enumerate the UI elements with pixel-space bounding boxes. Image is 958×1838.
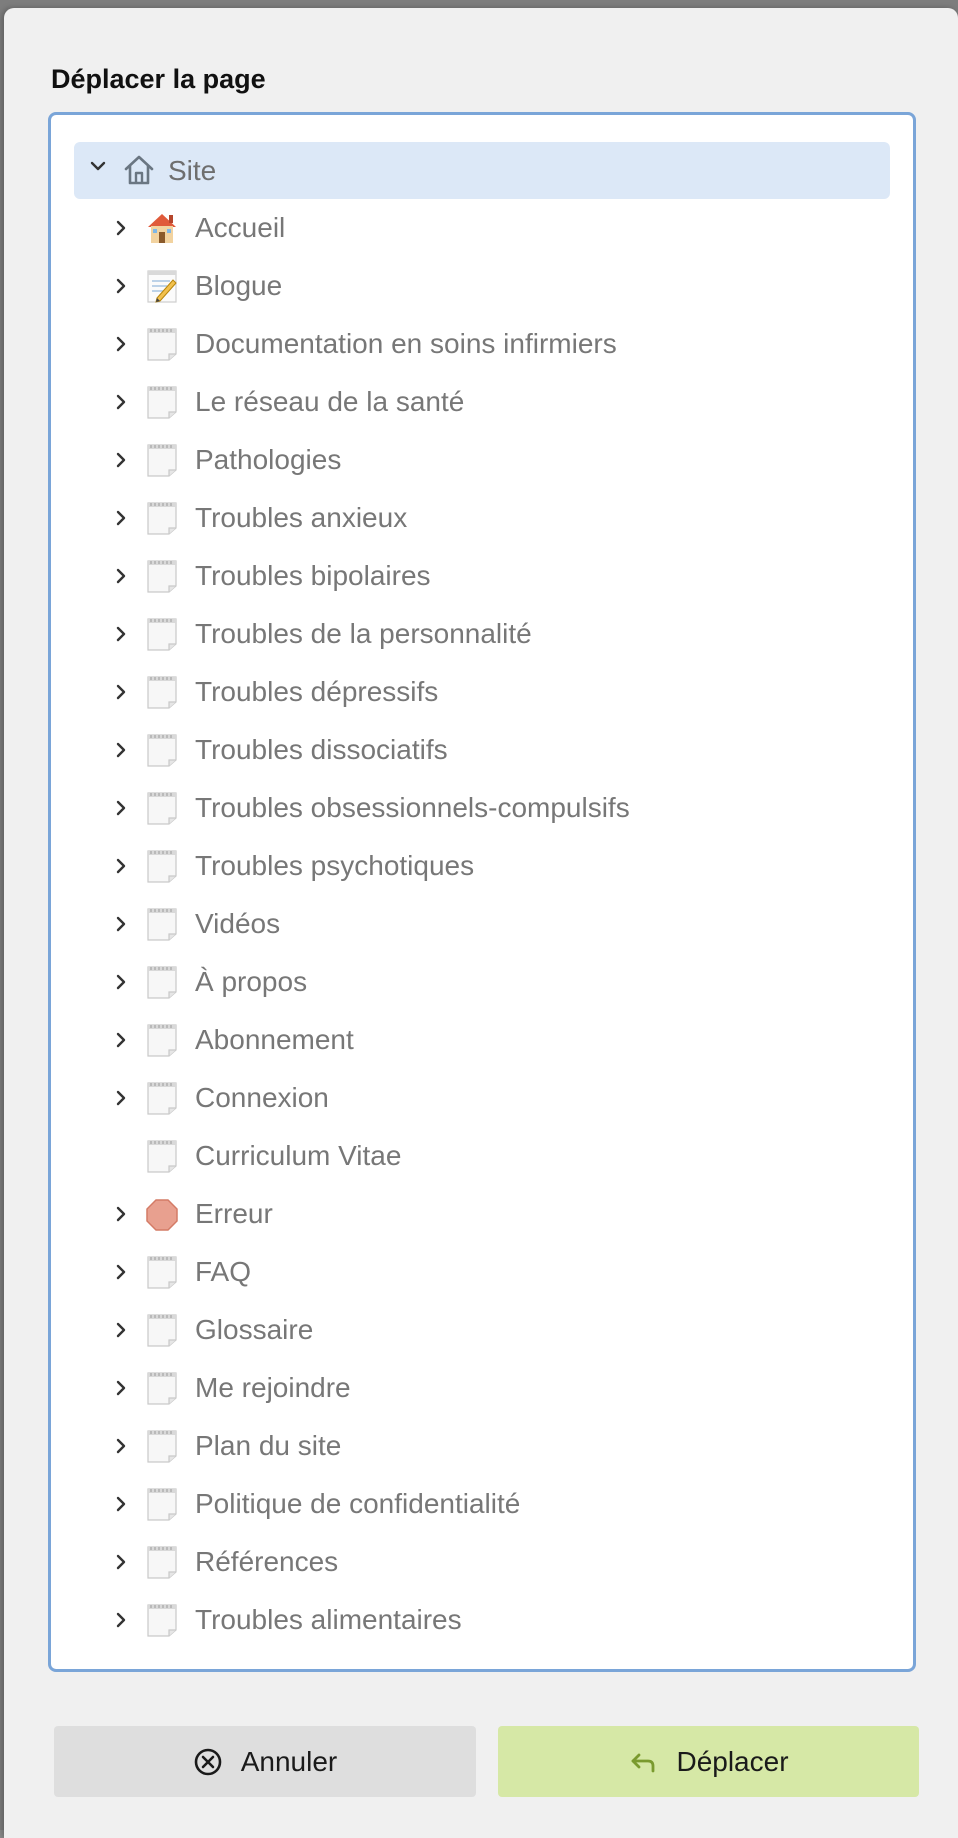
page-icon bbox=[145, 732, 179, 768]
page-icon bbox=[145, 1370, 179, 1406]
chevron-down-icon[interactable] bbox=[88, 156, 108, 176]
tree-item-label: Documentation en soins infirmiers bbox=[195, 328, 617, 359]
page-icon bbox=[145, 616, 179, 652]
page-icon bbox=[145, 558, 179, 594]
chevron-right-icon[interactable] bbox=[113, 508, 129, 528]
tree-item-label: Connexion bbox=[195, 1082, 329, 1113]
dialog-title: Déplacer la page bbox=[51, 64, 266, 94]
tree-item[interactable] bbox=[51, 489, 913, 547]
tree-item-label: Références bbox=[195, 1546, 339, 1577]
chevron-right-icon[interactable] bbox=[113, 856, 129, 876]
tree-item[interactable] bbox=[51, 837, 913, 895]
tree-item-label: Pathologies bbox=[195, 444, 342, 475]
chevron-right-icon[interactable] bbox=[113, 1378, 129, 1398]
chevron-right-icon[interactable] bbox=[113, 682, 129, 702]
page-icon bbox=[145, 500, 179, 536]
chevron-right-icon[interactable] bbox=[113, 1262, 129, 1282]
tree-children bbox=[51, 199, 913, 1649]
chevron-right-icon[interactable] bbox=[113, 1030, 129, 1050]
chevron-right-icon[interactable] bbox=[113, 1494, 129, 1514]
tree-item[interactable] bbox=[51, 1533, 913, 1591]
move-page-dialog bbox=[4, 8, 958, 1838]
tree-root-label: Site bbox=[168, 155, 217, 186]
tree-item-label: Abonnement bbox=[195, 1024, 354, 1055]
page-icon bbox=[145, 848, 179, 884]
tree-item[interactable] bbox=[51, 1475, 913, 1533]
page-icon bbox=[145, 1544, 179, 1580]
page-icon bbox=[145, 384, 179, 420]
tree-item[interactable] bbox=[51, 315, 913, 373]
tree-item-label: Troubles de la personnalité bbox=[195, 618, 532, 649]
chevron-right-icon[interactable] bbox=[113, 566, 129, 586]
page-icon bbox=[145, 1138, 179, 1174]
chevron-right-icon[interactable] bbox=[113, 914, 129, 934]
cancel-circle-icon bbox=[193, 1747, 223, 1777]
tree-item-label: Le réseau de la santé bbox=[195, 386, 465, 417]
chevron-right-icon[interactable] bbox=[113, 392, 129, 412]
tree-item-label: Erreur bbox=[195, 1198, 273, 1229]
tree-item[interactable] bbox=[51, 431, 913, 489]
chevron-right-icon[interactable] bbox=[113, 624, 129, 644]
chevron-right-icon[interactable] bbox=[113, 972, 129, 992]
page-icon bbox=[145, 442, 179, 478]
tree-item[interactable] bbox=[51, 1127, 913, 1185]
chevron-right-icon[interactable] bbox=[113, 1436, 129, 1456]
tree-item[interactable] bbox=[51, 1359, 913, 1417]
tree-item-label: Curriculum Vitae bbox=[195, 1140, 402, 1171]
tree-item-label: Blogue bbox=[195, 270, 283, 301]
cancel-button[interactable] bbox=[54, 1726, 476, 1797]
tree-item[interactable] bbox=[51, 1185, 913, 1243]
chevron-right-icon[interactable] bbox=[113, 450, 129, 470]
tree-item[interactable] bbox=[51, 663, 913, 721]
tree-item-label: Vidéos bbox=[195, 908, 281, 939]
chevron-right-icon[interactable] bbox=[113, 1088, 129, 1108]
page-icon bbox=[145, 1602, 179, 1638]
tree-item[interactable] bbox=[51, 605, 913, 663]
tree-item[interactable] bbox=[51, 1301, 913, 1359]
stop-sign-icon bbox=[145, 1196, 179, 1232]
chevron-right-icon[interactable] bbox=[113, 740, 129, 760]
tree-item[interactable] bbox=[51, 953, 913, 1011]
tree-item-label: Troubles psychotiques bbox=[195, 850, 475, 881]
page-icon bbox=[145, 1428, 179, 1464]
chevron-right-icon[interactable] bbox=[113, 1610, 129, 1630]
page-icon bbox=[145, 1080, 179, 1116]
tree-item-label: À propos bbox=[195, 966, 308, 997]
page-icon bbox=[145, 326, 179, 362]
page-icon bbox=[145, 1022, 179, 1058]
home-outline-icon bbox=[122, 153, 156, 187]
page-icon bbox=[145, 1254, 179, 1290]
chevron-right-icon[interactable] bbox=[113, 1320, 129, 1340]
tree-item[interactable] bbox=[51, 1011, 913, 1069]
chevron-right-icon[interactable] bbox=[113, 798, 129, 818]
tree-item[interactable] bbox=[51, 1069, 913, 1127]
tree-item[interactable] bbox=[51, 895, 913, 953]
tree-item-label: Troubles alimentaires bbox=[195, 1604, 462, 1635]
tree-item-label: Troubles bipolaires bbox=[195, 560, 431, 591]
tree-item-label: Troubles obsessionnels-compulsifs bbox=[195, 792, 630, 823]
page-tree bbox=[48, 112, 916, 1672]
tree-item[interactable] bbox=[51, 1243, 913, 1301]
page-icon bbox=[145, 906, 179, 942]
tree-item-label: FAQ bbox=[195, 1256, 252, 1287]
move-button-label: Déplacer bbox=[676, 1745, 789, 1777]
tree-item-label: Glossaire bbox=[195, 1314, 314, 1345]
house-emoji-icon bbox=[145, 210, 179, 246]
chevron-right-icon[interactable] bbox=[113, 1552, 129, 1572]
tree-item[interactable] bbox=[51, 373, 913, 431]
tree-item-label: Me rejoindre bbox=[195, 1372, 351, 1403]
tree-item[interactable] bbox=[51, 1417, 913, 1475]
tree-item-label: Troubles anxieux bbox=[195, 502, 408, 533]
page-icon bbox=[145, 1312, 179, 1348]
tree-item[interactable] bbox=[51, 547, 913, 605]
tree-item-label: Plan du site bbox=[195, 1430, 342, 1461]
chevron-right-icon[interactable] bbox=[113, 1204, 129, 1224]
move-button[interactable] bbox=[498, 1726, 919, 1797]
chevron-right-icon[interactable] bbox=[113, 334, 129, 354]
cancel-button-label: Annuler bbox=[240, 1745, 338, 1777]
return-arrow-icon bbox=[628, 1747, 658, 1777]
tree-item[interactable] bbox=[51, 257, 913, 315]
tree-item[interactable] bbox=[51, 721, 913, 779]
tree-item[interactable] bbox=[51, 1591, 913, 1649]
page-icon bbox=[145, 964, 179, 1000]
chevron-right-icon[interactable] bbox=[113, 276, 129, 296]
tree-item[interactable] bbox=[51, 199, 913, 257]
tree-item-label: Troubles dissociatifs bbox=[195, 734, 448, 765]
tree-item[interactable] bbox=[51, 779, 913, 837]
page-icon bbox=[145, 790, 179, 826]
chevron-right-icon[interactable] bbox=[113, 218, 129, 238]
memo-emoji-icon bbox=[145, 268, 179, 304]
tree-item-label: Politique de confidentialité bbox=[195, 1488, 521, 1519]
page-icon bbox=[145, 674, 179, 710]
tree-item-label: Troubles dépressifs bbox=[195, 676, 439, 707]
page-icon bbox=[145, 1486, 179, 1522]
tree-root-site[interactable] bbox=[74, 142, 890, 199]
tree-item-label: Accueil bbox=[195, 212, 286, 243]
